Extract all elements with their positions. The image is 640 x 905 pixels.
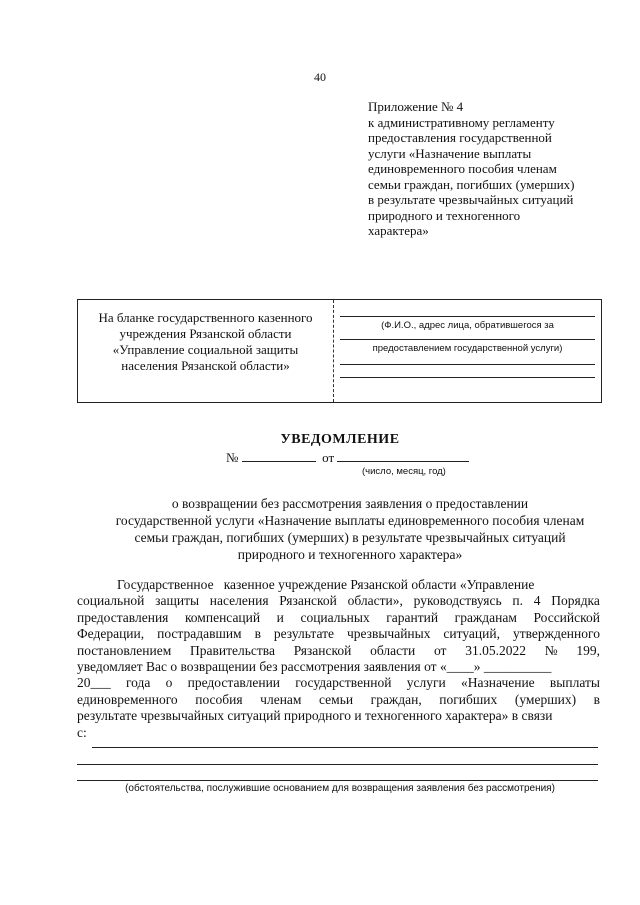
appendix-line: характера» (368, 223, 429, 238)
reason-hint: (обстоятельства, послужившие основанием для возвращения заявления без рассмотрения) (125, 783, 555, 794)
body-word: выплаты (549, 675, 600, 691)
body-word: п. (512, 593, 524, 609)
body-word: результате (273, 626, 334, 642)
body-word: 4 (533, 593, 541, 609)
body-line: с: (77, 724, 87, 740)
addressee-hint: (Ф.И.О., адрес лица, обратившегося за (381, 320, 554, 331)
body-word: гражданам (454, 609, 517, 625)
body-word: области», (347, 593, 403, 609)
body-word: Рязанской (279, 593, 337, 609)
subject-line: о возвращении без рассмотрения заявления о предоставлении (171, 496, 529, 511)
body-word: пострадавшим (157, 626, 242, 642)
body-word: Правительства (190, 642, 275, 658)
body-word: (умерших) (514, 691, 577, 707)
letterhead-line: «Управление социальной защиты (112, 342, 299, 357)
body-word: гарантий (386, 609, 439, 625)
reason-fill-line[interactable] (77, 780, 598, 781)
body-line (77, 692, 600, 708)
document-title: УВЕДОМЛЕНИЕ (280, 432, 400, 447)
number-label: № (226, 450, 239, 465)
body-word: Федерации, (77, 626, 145, 642)
addressee-fill-line[interactable] (340, 364, 595, 365)
subject-line: природного и техногенного характера» (237, 547, 463, 562)
header-table (77, 299, 602, 403)
body-line (77, 675, 600, 691)
body-line: результате чрезвычайных ситуаций природного и техногенного характера» в связи (77, 708, 553, 724)
body-word: «Назначение (460, 675, 535, 691)
body-word: социальной (77, 593, 145, 609)
notice-subject (70, 495, 630, 563)
notice-body (77, 577, 600, 741)
number-blank[interactable] (242, 449, 316, 462)
appendix-line: семьи граждан, погибших (умерших) (368, 176, 575, 192)
reason-fill-line[interactable] (92, 747, 598, 748)
appendix-heading (368, 99, 618, 239)
body-word: членам (260, 691, 302, 707)
body-word: утвержденного (512, 626, 600, 642)
body-word: Рязанской (293, 642, 352, 658)
appendix-line: к административному регламенту (368, 114, 555, 130)
body-word: о (165, 675, 173, 691)
body-word: в (254, 626, 261, 642)
body-word: 31.05.2022 (465, 642, 526, 658)
reason-fill-line[interactable] (77, 764, 598, 765)
body-line: уведомляет Вас о возвращении без рассмотрения заявления от «____» __________ (77, 659, 552, 675)
letterhead-line: учреждения Рязанской области (119, 326, 292, 341)
body-word: 20___ (77, 675, 111, 691)
body-word: ситуаций, (443, 626, 500, 642)
body-word: и (276, 609, 284, 625)
addressee-fill-line[interactable] (340, 339, 595, 340)
body-word: казенное учреждение Рязанской области «Управление (223, 577, 535, 592)
appendix-line: Приложение № 4 (368, 99, 464, 114)
body-word: компенсаций (184, 609, 261, 625)
page-number: 40 (314, 70, 326, 84)
body-word: области (370, 642, 416, 658)
letterhead-line: населения Рязанской области» (121, 358, 290, 373)
from-label: от (322, 450, 335, 465)
body-word: государственной (295, 675, 392, 691)
body-word: чрезвычайных (346, 626, 431, 642)
body-line (77, 626, 600, 642)
body-word: семьи (319, 691, 354, 707)
appendix-line: в результате чрезвычайных ситуаций (368, 192, 574, 207)
number-date-line (226, 449, 469, 466)
addressee-fill-line[interactable] (340, 316, 595, 317)
body-word: № (544, 642, 558, 658)
letterhead-cell (78, 310, 333, 374)
body-word: Российской (533, 609, 600, 625)
appendix-line: единовременного пособия членам (368, 161, 557, 176)
body-word: погибших (439, 691, 498, 707)
body-line (77, 577, 600, 593)
subject-line: семьи граждан, погибших (умерших) в результате чрезвычайных ситуаций (134, 530, 566, 545)
body-word: года (125, 675, 151, 691)
body-word: постановлением (77, 642, 172, 658)
appendix-line: предоставления государственной (368, 130, 552, 145)
body-word: населения (209, 593, 269, 609)
body-word: от (433, 642, 447, 658)
body-word: услуги (406, 675, 446, 691)
body-word: защиты (155, 593, 200, 609)
cell-divider (333, 300, 334, 402)
addressee-hint: предоставлением государственной услуги) (372, 343, 563, 354)
body-line (77, 610, 600, 626)
letterhead-line: На бланке государственного казенного (98, 310, 313, 325)
body-word: Государственное (117, 577, 214, 592)
date-hint: (число, месяц, год) (362, 466, 446, 477)
addressee-fill-line[interactable] (340, 377, 595, 378)
body-word: предоставления (77, 609, 169, 625)
body-word: 199, (576, 642, 600, 658)
date-blank[interactable] (337, 449, 469, 462)
body-line (77, 643, 600, 659)
body-word: предоставлении (187, 675, 281, 691)
addressee-cell (340, 310, 595, 378)
body-word: Порядка (551, 593, 600, 609)
body-word: социальных (300, 609, 370, 625)
body-word: пособия (195, 691, 243, 707)
body-word: в (593, 691, 600, 707)
body-word: граждан, (370, 691, 422, 707)
body-word: единовременного (77, 691, 178, 707)
body-line (77, 593, 600, 609)
appendix-line: природного и техногенного (368, 207, 521, 223)
body-word: руководствуясь (413, 593, 502, 609)
appendix-line: услуги «Назначение выплаты (368, 145, 532, 161)
subject-line: государственной услуги «Назначение выплаты единовременного пособия членам (115, 513, 585, 528)
